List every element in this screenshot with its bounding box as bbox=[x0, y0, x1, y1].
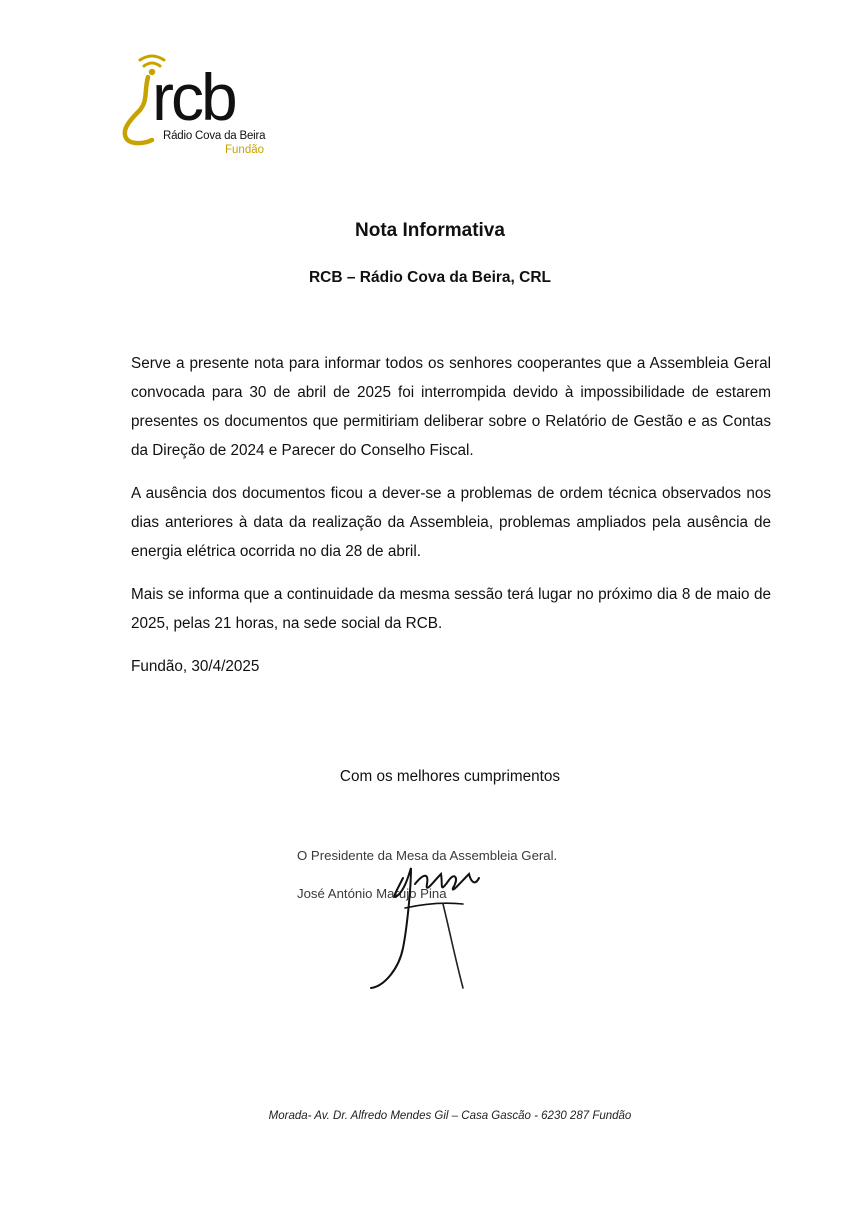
document-subtitle: RCB – Rádio Cova da Beira, CRL bbox=[308, 269, 552, 286]
document-body bbox=[131, 349, 771, 695]
document-title: Nota Informativa bbox=[355, 220, 505, 241]
handwritten-signature bbox=[293, 838, 633, 998]
place-date: Fundão, 30/4/2025 bbox=[131, 658, 260, 675]
logo-station-name: Rádio Cova da Beira bbox=[163, 130, 266, 142]
closing-salutation: Com os melhores cumprimentos bbox=[339, 768, 561, 785]
logo-city: Fundão bbox=[225, 144, 265, 156]
footer-address: Morada- Av. Dr. Alfredo Mendes Gil – Casa Gascão - 6230 287 Fundão bbox=[268, 1110, 632, 1122]
paragraph: A ausência dos documentos ficou a dever-se a problemas de ordem técnica observados nos dias anteriores à data da realização da Assembleia, problemas ampliados pela ausência de energia elétrica ocorrida no dia 28 de abril. bbox=[131, 485, 771, 560]
paragraph: Serve a presente nota para informar todos os senhores cooperantes que a Assembleia Geral convocada para 30 de abril de 2025 foi interrompida devido à impossibilidade de estarem presentes os documentos que permitiriam deliberar sobre o Relatório de Gestão e as Contas da Direção de 2024 e Parecer do Conselho Fiscal. bbox=[131, 355, 771, 459]
rcb-logo bbox=[118, 52, 288, 162]
signatory-role: O Presidente da Mesa da Assembleia Geral. bbox=[297, 848, 558, 863]
paragraph: Mais se informa que a continuidade da mesma sessão terá lugar no próximo dia 8 de maio de 2025, pelas 21 horas, na sede social da RCB. bbox=[131, 586, 771, 632]
signatory-name: José António Marujo Pina bbox=[297, 886, 447, 901]
logo-wordmark: rcb bbox=[152, 60, 235, 134]
signature-block bbox=[293, 838, 633, 998]
